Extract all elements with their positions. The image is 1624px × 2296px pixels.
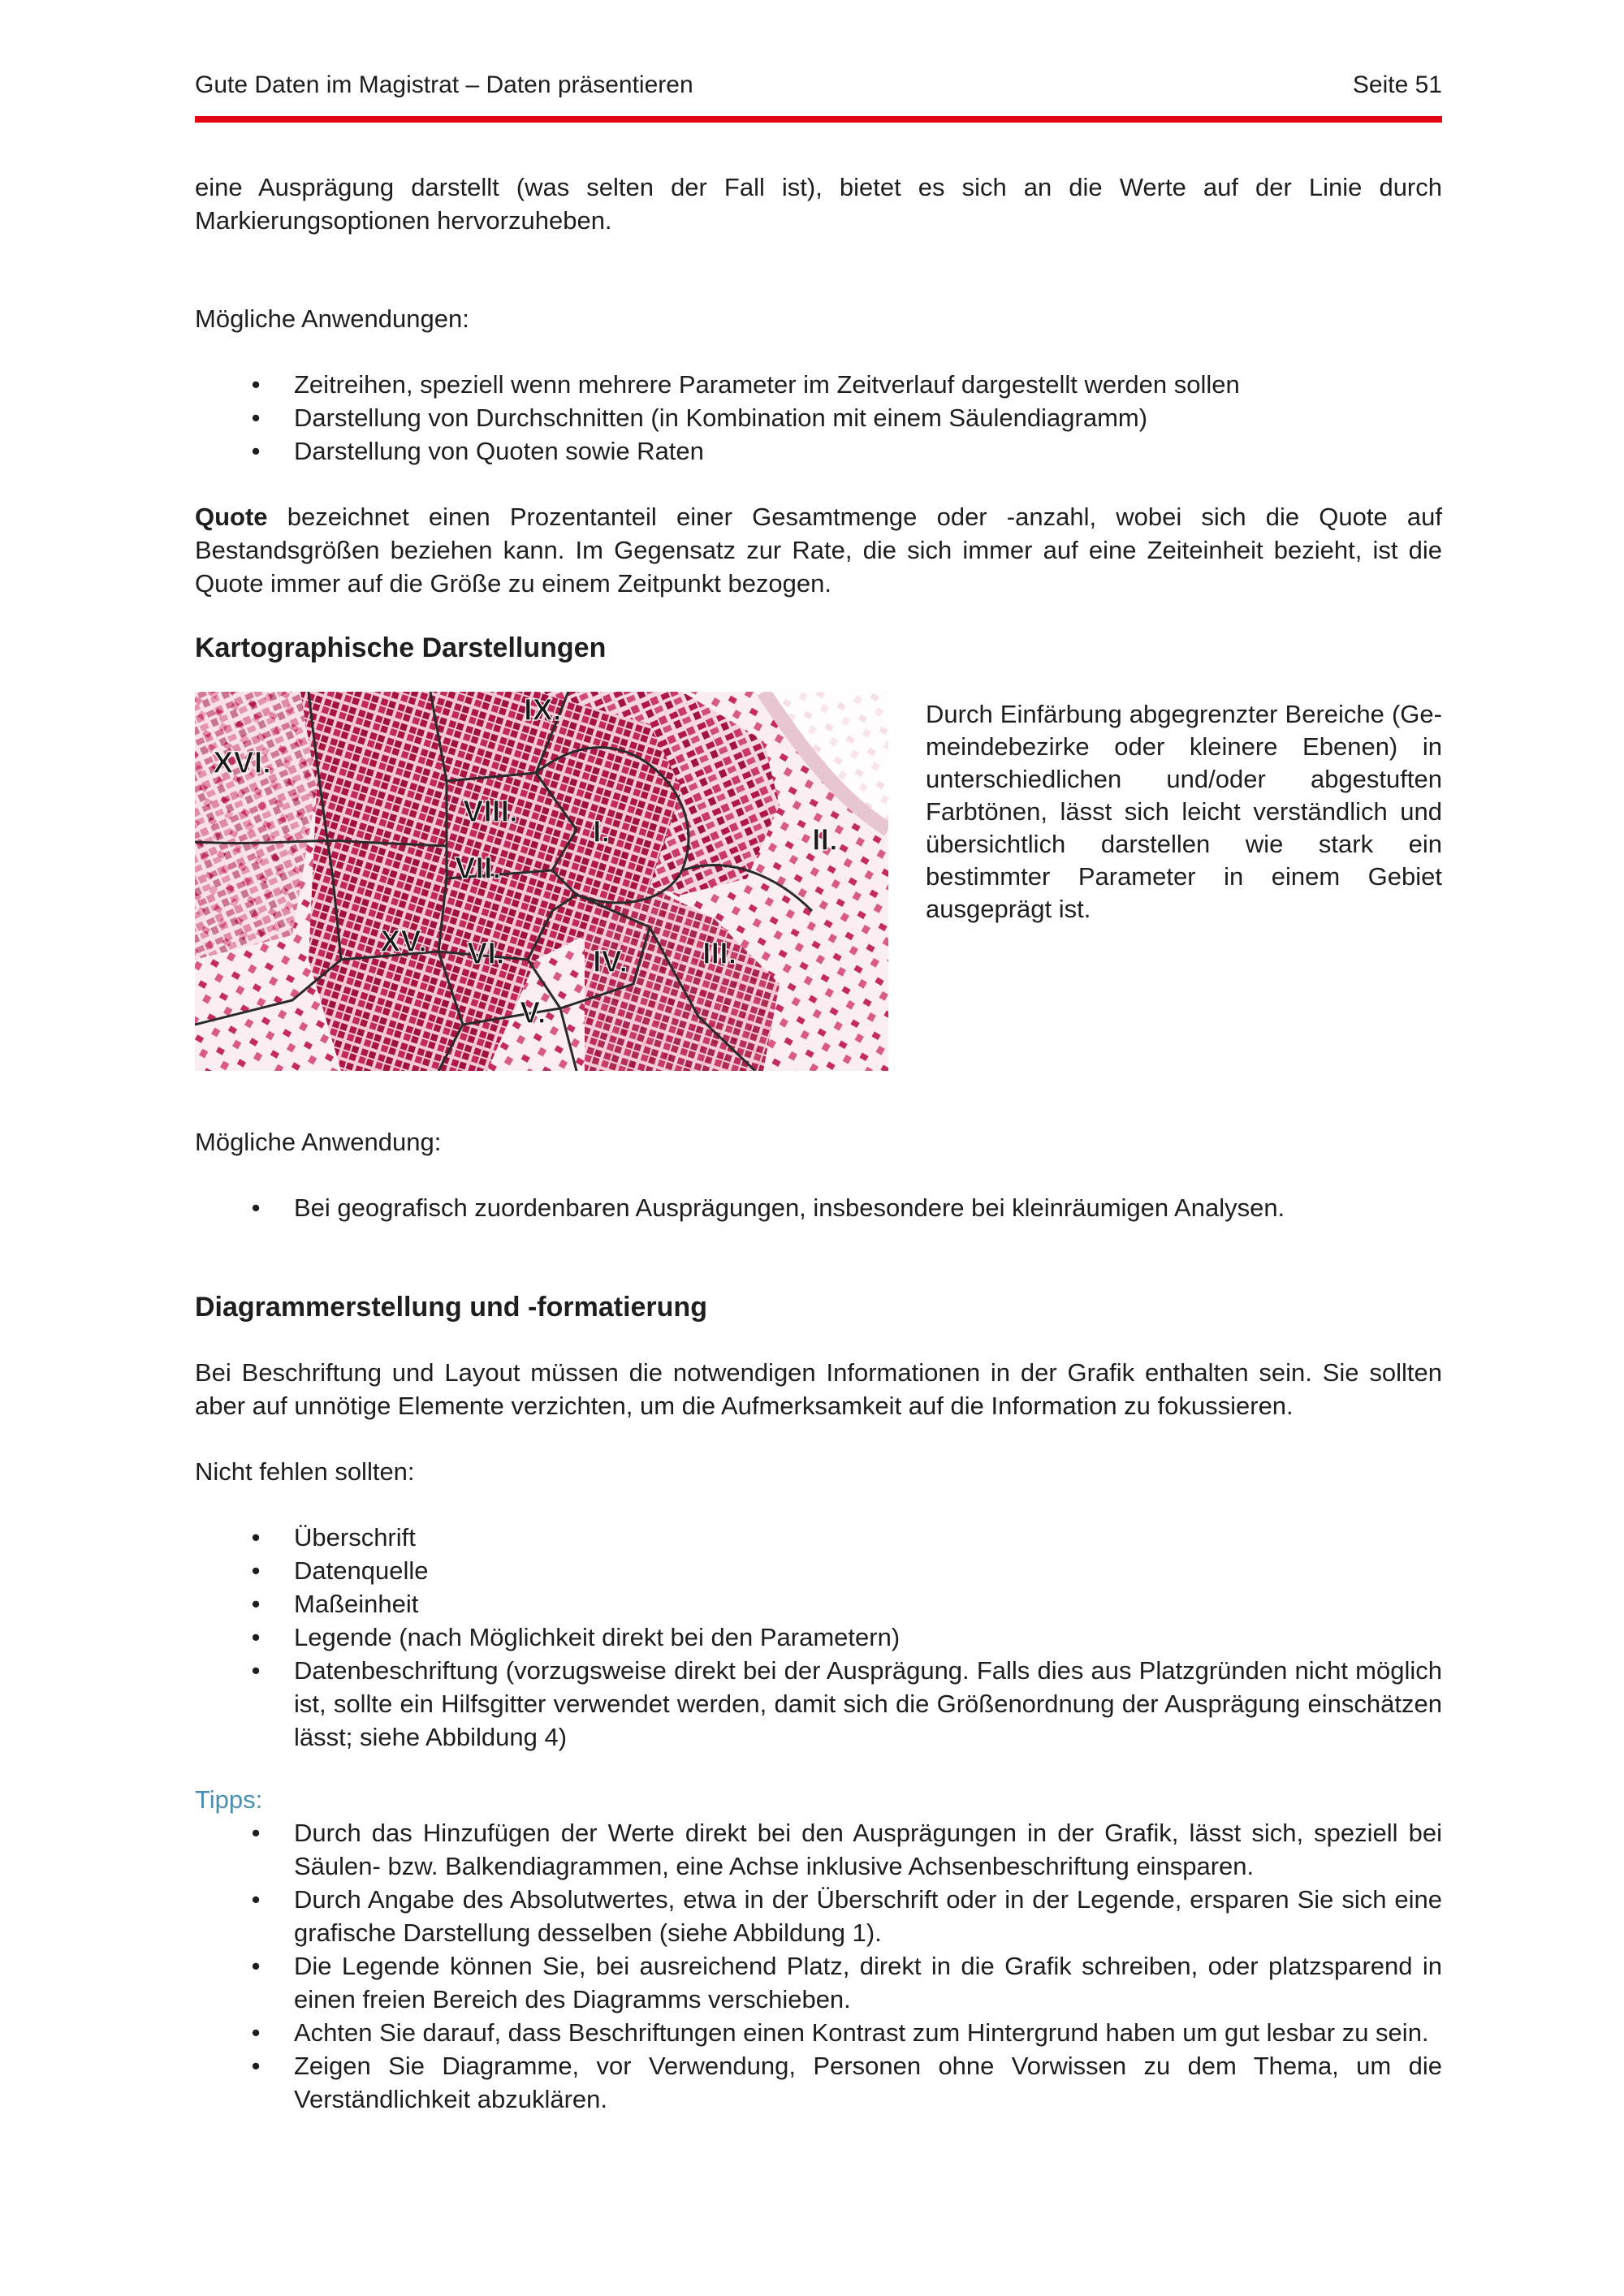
district-label-xvi: XVI. — [213, 746, 271, 780]
list-item: • Maßeinheit — [195, 1587, 1442, 1621]
bullet-icon: • — [251, 2018, 261, 2047]
quote-section — [195, 500, 1442, 600]
district-map-graphic — [195, 692, 888, 1071]
document-title: Gute Daten im Magistrat – Daten präsentieren — [195, 71, 693, 98]
tipps-label: Tipps: — [195, 1785, 263, 1814]
nicht-fehlen-section — [195, 1455, 1442, 1754]
list-item: • Darstellung von Durchschnitten (in Kombination mit einem Säulendiagramm) — [195, 401, 1442, 434]
bullet-icon: • — [251, 437, 261, 465]
anwendung-list — [195, 1191, 1442, 1224]
section-heading-diagramm: Diagrammerstellung und -formatierung — [195, 1292, 707, 1323]
district-label-iii: III. — [702, 937, 737, 971]
district-label-xv: XV. — [380, 925, 427, 959]
list-item: • Legende (nach Möglichkeit direkt bei den Parametern) — [195, 1621, 1442, 1654]
district-label-vii: VII. — [455, 852, 502, 886]
list-item: • Datenbeschriftung (vorzugsweise direkt bei der Ausprägung. Falls dies aus Platzgründen nicht möglich ist, sollte ein Hilfsgitter verwendet werden, damit sich die Größenordnung der Ausprägung einschätzen lässt; siehe Abbildung 4) — [195, 1654, 1442, 1754]
tipps-section — [195, 1783, 1442, 2116]
list-item: • Überschrift — [195, 1521, 1442, 1554]
nicht-fehlen-label: Nicht fehlen sollten: — [195, 1457, 415, 1486]
list-item: • Zeigen Sie Diagramme, vor Verwendung, Personen ohne Vorwissen zu dem Thema, um die Verständlichkeit abzuklären. — [195, 2049, 1442, 2116]
bullet-icon: • — [251, 1952, 261, 1980]
district-label-i: I. — [593, 815, 611, 849]
quote-definition: bezeichnet einen Prozentanteil einer Gesamtmenge oder -anzahl, wobei sich die Quote auf Bestandsgrößen beziehen kann. Im Gegensatz zur Rate, die sich immer auf eine Zeiteinheit bezieht, ist die Quote immer auf die Größe zu einem Zeitpunkt bezogen. — [195, 503, 1442, 598]
list-item: • Durch Angabe des Absolutwertes, etwa in der Überschrift oder in der Legende, ersparen Sie sich eine grafische Darstellung desselben (siehe Abbildung 1). — [195, 1883, 1442, 1949]
anwendung-label: Mögliche Anwendung: — [195, 1128, 442, 1156]
list-item: • Zeitreihen, speziell wenn mehrere Parameter im Zeitverlauf dargestellt werden sollen — [195, 368, 1442, 401]
nicht-fehlen-list — [195, 1521, 1442, 1754]
district-label-vi: VI. — [467, 937, 505, 971]
section-heading-kartographie: Kartographische Darstellungen — [195, 632, 607, 663]
tipps-list — [195, 1816, 1442, 2116]
diagramm-intro — [195, 1356, 1442, 1422]
page-number: Seite 51 — [1352, 71, 1442, 98]
list-item: • Achten Sie darauf, dass Beschriftungen einen Kontrast zum Hintergrund haben um gut lesbar zu sein. — [195, 2016, 1442, 2049]
anwendungen-section — [195, 302, 1442, 468]
vienna-district-map — [195, 692, 888, 1071]
district-label-iv: IV. — [593, 945, 628, 979]
page-header — [195, 67, 1442, 104]
diagramm-section — [195, 1289, 1442, 1325]
list-item: • Bei geografisch zuordenbaren Ausprägungen, insbesondere bei kleinräumigen Analysen. — [195, 1191, 1442, 1224]
bullet-icon: • — [251, 1193, 261, 1222]
intro-section — [195, 170, 1442, 237]
anwendung-section — [195, 1125, 1442, 1224]
district-label-viii: VIII. — [463, 795, 518, 829]
diagramm-paragraph: Bei Beschriftung und Layout müssen die notwendigen Informationen in der Grafik enthalten sein. Sie sollten aber auf unnötige Elemente verzichten, um die Aufmerksamkeit auf die Information zu fokussieren. — [195, 1358, 1442, 1420]
karto-section — [195, 630, 1442, 666]
map-description: Durch Einfärbung abgegrenzter Bereiche (Gemeindebezirke oder kleinere Ebenen) in unterschiedlichen und/oder abgestuften Farbtönen, lässt sich leicht verständlich und übersichtlich darstellen wie stark ein bestimmter Parameter in einem Gebiet ausgeprägt ist. — [926, 700, 1442, 923]
bullet-icon: • — [251, 370, 261, 399]
anwendungen-label: Mögliche Anwendungen: — [195, 304, 469, 333]
bullet-icon: • — [251, 1523, 261, 1552]
list-item: • Datenquelle — [195, 1554, 1442, 1587]
bullet-icon: • — [251, 1556, 261, 1585]
list-item: • Durch das Hinzufügen der Werte direkt bei den Ausprägungen in der Grafik, lässt sich, speziell bei Säulen- bzw. Balkendiagrammen, eine Achse inklusive Achsenbeschriftung einsparen. — [195, 1816, 1442, 1883]
quote-paragraph — [195, 500, 1442, 600]
list-item: • Darstellung von Quoten sowie Raten — [195, 434, 1442, 468]
header-rule — [195, 116, 1442, 123]
bullet-icon: • — [251, 1623, 261, 1651]
bullet-icon: • — [251, 1885, 261, 1914]
district-label-ii: II. — [812, 823, 838, 857]
list-item: • Die Legende können Sie, bei ausreichend Platz, direkt in die Grafik schreiben, oder platzsparend in einen freien Bereich des Diagramms verschieben. — [195, 1949, 1442, 2016]
intro-paragraph: eine Ausprägung darstellt (was selten der Fall ist), bietet es sich an die Werte auf der Linie durch Markierungsoptionen hervorzuheben. — [195, 173, 1442, 235]
anwendungen-list — [195, 368, 1442, 468]
bullet-icon: • — [251, 1656, 261, 1685]
bullet-icon: • — [251, 404, 261, 432]
bullet-icon: • — [251, 1590, 261, 1618]
quote-term: Quote — [195, 503, 268, 531]
district-label-ix: IX. — [524, 693, 562, 727]
district-label-v: V. — [520, 996, 546, 1030]
bullet-icon: • — [251, 1819, 261, 1847]
bullet-icon: • — [251, 2052, 261, 2080]
